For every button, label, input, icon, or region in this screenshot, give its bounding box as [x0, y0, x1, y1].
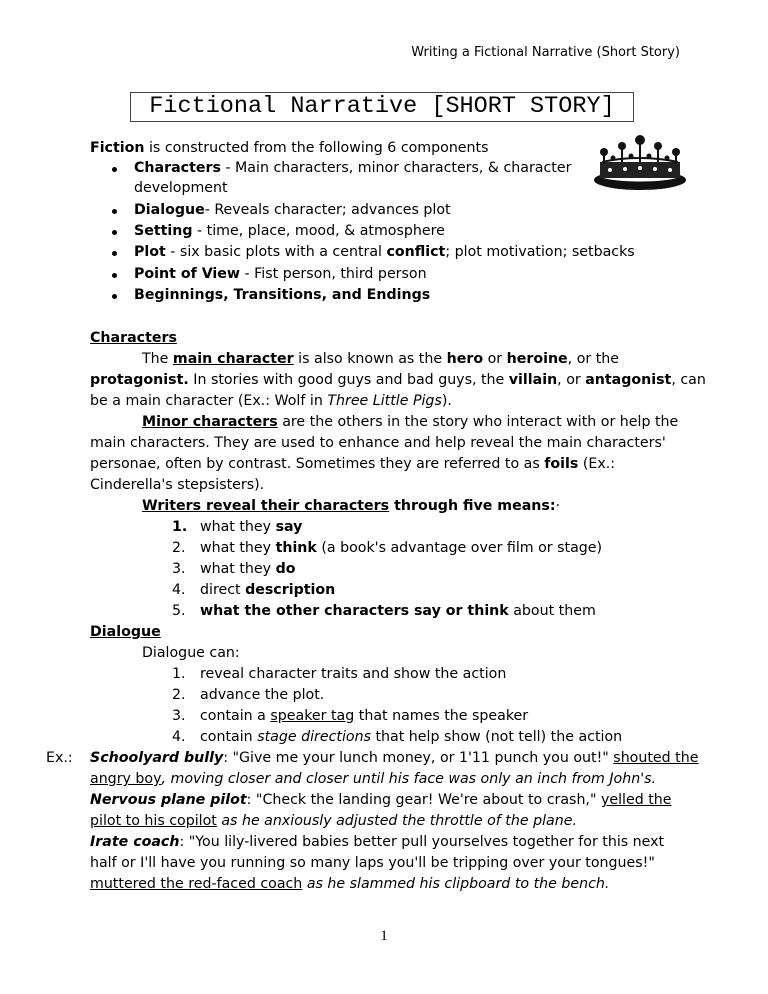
dialogue-item-4: 4. contain stage directions that help show (not tell) the action — [172, 729, 623, 745]
component-setting: Setting - time, place, mood, & atmosphere — [134, 223, 445, 239]
means-item-2: 2. what they think (a book's advantage over film or stage) — [172, 540, 603, 556]
characters-p1-line2: protagonist. In stories with good guys and bad guys, the villain, or antagonist, can — [90, 372, 706, 388]
running-header: Writing a Fictional Narrative (Short Story) — [411, 45, 680, 60]
example-pilot-line2: pilot to his copilot as he anxiously adjusted the throttle of the plane. — [90, 813, 577, 829]
example-bully-line1: Schoolyard bully: "Give me your lunch money, or 1'11 punch you out!" shouted the — [90, 750, 699, 766]
dialogue-item-2: 2. advance the plot. — [172, 687, 325, 703]
example-coach-line3: muttered the red-faced coach as he slammed his clipboard to the bench. — [90, 876, 610, 892]
page-title: Fictional Narrative [SHORT STORY] — [130, 92, 634, 122]
characters-p3: Writers reveal their characters through five means:· — [142, 498, 561, 514]
characters-p1-line1: The main character is also known as the hero or heroine, or the — [142, 351, 619, 367]
example-bully-line2: angry boy, moving closer and closer until his face was only an inch from John's. — [90, 771, 656, 787]
means-item-5: 5. what the other characters say or think about them — [172, 603, 596, 619]
characters-p1-line3: be a main character (Ex.: Wolf in Three Little Pigs). — [90, 393, 452, 409]
component-point-of-view: Point of View - Fist person, third person — [134, 266, 427, 282]
dialogue-heading: Dialogue — [90, 624, 161, 640]
bullet — [112, 273, 117, 278]
page-number: 1 — [380, 928, 388, 944]
bullet — [112, 230, 117, 235]
dialogue-item-3: 3. contain a speaker tag that names the speaker — [172, 708, 529, 724]
component-dialogue: Dialogue- Reveals character; advances plot — [134, 202, 451, 218]
ex-label: Ex.: — [46, 750, 73, 766]
component-beginnings: Beginnings, Transitions, and Endings — [134, 287, 431, 303]
characters-p2-line1: Minor characters are the others in the story who interact with or help the — [142, 414, 679, 430]
example-coach-line2: half or I'll have you running so many laps you'll be tripping over your tongues!" — [90, 855, 655, 871]
bullet — [112, 167, 117, 172]
characters-p2-line2: main characters. They are used to enhance and help reveal the main characters' — [90, 435, 666, 451]
bullet — [112, 209, 117, 214]
dialogue-intro: Dialogue can: — [142, 645, 240, 661]
crown-icon — [590, 132, 690, 194]
dialogue-item-1: 1. reveal character traits and show the action — [172, 666, 507, 682]
means-item-3: 3. what they do — [172, 561, 296, 577]
example-coach-line1: Irate coach: "You lily-livered babies better pull yourselves together for this next — [90, 834, 665, 850]
means-item-4: 4. direct description — [172, 582, 336, 598]
characters-heading: Characters — [90, 330, 177, 346]
example-pilot-line1: Nervous plane pilot: "Check the landing gear! We're about to crash," yelled the — [90, 792, 672, 808]
characters-p2-line4: Cinderella's stepsisters). — [90, 477, 265, 493]
component-plot: Plot - six basic plots with a central conflict; plot motivation; setbacks — [134, 244, 635, 260]
means-item-1: 1. what they say — [172, 519, 303, 535]
intro-line: Fiction is constructed from the following 6 components — [90, 140, 489, 156]
bullet — [112, 251, 117, 256]
characters-p2-line3: personae, often by contrast. Sometimes they are referred to as foils (Ex.: — [90, 456, 616, 472]
bullet — [112, 294, 117, 299]
component-characters: Characters - Main characters, minor characters, & character — [134, 160, 572, 176]
component-characters-wrap: development — [134, 180, 228, 196]
